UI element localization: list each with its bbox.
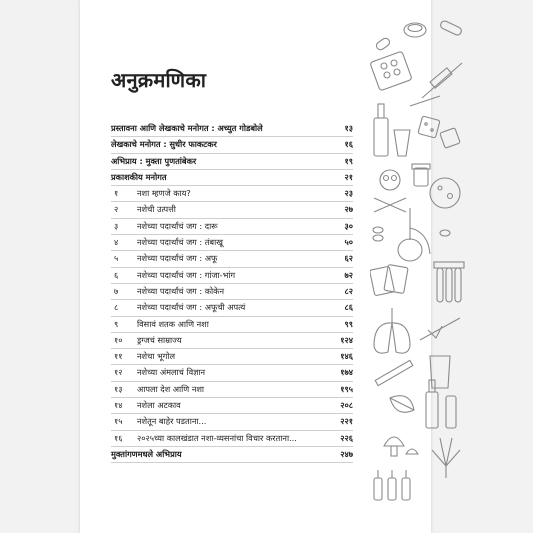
toc-entry-page: ९९	[344, 318, 353, 329]
toc-entry	[111, 202, 353, 218]
toc-entry	[111, 268, 353, 284]
toc-entry	[111, 154, 353, 170]
syringe-icon	[422, 63, 462, 98]
toc-entry-number: ८	[114, 302, 119, 313]
toc-entry-page: ७२	[344, 269, 353, 280]
toc-entry-number: १०	[114, 334, 123, 345]
toc-entry	[111, 284, 353, 300]
toc-entry-number: १	[114, 188, 119, 199]
toc-entry-title: २०२५च्या कालखंडात नशा-व्यसनांचा विचार करताना...	[137, 432, 297, 443]
drug-illustration-strip	[370, 18, 470, 518]
toc-entry-title: प्रकाशकीय मनोगत	[111, 171, 167, 182]
toc-entry	[111, 382, 353, 398]
toc-entry	[111, 121, 353, 137]
toc-entry-title: नशेच्या पदार्थांचं जग : अफू	[137, 253, 218, 264]
toc-entry	[111, 137, 353, 153]
toc-entry-title: मुक्तांगणमधले अभिप्राय	[111, 448, 182, 459]
toc-entry-page: १९५	[340, 383, 353, 394]
wine-bottle-icon	[426, 380, 456, 428]
toc-entry-page: १९	[344, 155, 353, 166]
toc-entry	[111, 300, 353, 316]
toc-entry-title: नशेचा भूगोल	[137, 351, 176, 362]
toc-entry	[111, 333, 353, 349]
toc-entry	[111, 186, 353, 202]
syringe-icon-2	[410, 96, 440, 106]
toc-entry-number: ५	[114, 253, 119, 264]
toc-entry	[111, 447, 353, 463]
toc-entry-number: ६	[114, 269, 119, 280]
toc-entry	[111, 349, 353, 365]
capsule-icon	[439, 20, 462, 37]
toc-entry	[111, 235, 353, 251]
playing-cards-icon	[370, 264, 408, 295]
bottle-icon	[374, 104, 388, 156]
toc-entry	[111, 219, 353, 235]
toc-entry-page: १३	[344, 123, 353, 133]
toc-entry-page: ८२	[344, 285, 353, 296]
toc-entry-page: ५०	[344, 237, 353, 248]
table-of-contents	[111, 121, 353, 463]
toc-entry-number: ४	[114, 237, 119, 248]
book-page	[80, 0, 431, 533]
lungs-icon	[374, 308, 410, 353]
toc-entry-number: ३	[114, 220, 119, 231]
beer-glass-icon	[430, 356, 450, 388]
ampoules-icon	[374, 470, 410, 500]
toc-entry-title: नशेची उत्पत्ती	[137, 204, 176, 215]
toc-entry	[111, 365, 353, 381]
toc-entry-title: नशेच्या अंमलाचं विज्ञान	[137, 367, 206, 378]
toc-entry	[111, 398, 353, 414]
toc-entry	[111, 414, 353, 430]
toc-entry	[111, 431, 353, 447]
toc-entry-page: २२१	[340, 416, 353, 427]
toc-entry-title: नशेच्या पदार्थांचं जग : अफूची अपत्यं	[137, 302, 246, 313]
toc-entry-page: ३०	[344, 220, 353, 231]
toc-entry-page: १४६	[340, 351, 353, 362]
toc-entry-number: ११	[114, 351, 123, 362]
toc-entry-page: २७	[344, 204, 353, 215]
pill-bottle-icon	[412, 164, 430, 186]
mushroom-icon	[384, 437, 418, 456]
toc-entry	[111, 317, 353, 333]
toc-entry-page: २०८	[340, 400, 353, 411]
cigarette-icon	[375, 360, 413, 385]
toc-entry-title: अभिप्राय : मुक्ता पुणतांबेकर	[111, 155, 197, 166]
toc-entry-page: ६२	[344, 253, 353, 264]
toc-entry-number: १६	[114, 432, 123, 443]
toc-entry-title: नशेच्या पदार्थांचं जग : तंबाखू	[137, 237, 223, 248]
toc-entry	[111, 251, 353, 267]
toc-entry-page: २१	[344, 171, 353, 182]
petri-dish-icon	[430, 178, 460, 208]
toc-entry-page: ८६	[344, 302, 353, 313]
leaf-icon	[390, 396, 414, 413]
toc-entry-title: नशेच्या पदार्थांचं जग : गांजा-भांग	[137, 269, 236, 280]
toc-entry-title: नशा म्हणजे काय?	[137, 188, 191, 199]
blister-pack-icon	[370, 51, 412, 91]
toc-entry-page: १७४	[340, 367, 353, 378]
toc-entry-number: १३	[114, 383, 123, 394]
toc-entry-title: प्रस्तावना आणि लेखकाचे मनोगत : अच्युत गोडबोले	[111, 123, 263, 133]
toc-entry-page: २२६	[340, 432, 353, 443]
toc-entry	[111, 170, 353, 186]
toc-entry-number: १२	[114, 367, 123, 378]
toc-entry-number: १५	[114, 416, 123, 427]
toc-entry-title: नशेला अटकाव	[137, 400, 181, 411]
toc-entry-title: लेखकाचे मनोगत : सुधीर फाकटकर	[111, 139, 217, 150]
test-tubes-icon	[434, 262, 464, 302]
toc-entry-number: ७	[114, 285, 119, 296]
pill-disc-icon	[404, 23, 426, 37]
skull-icon	[374, 170, 406, 212]
toc-entry-page: २४७	[340, 448, 353, 459]
toc-entry-page: १२४	[340, 334, 353, 345]
toc-entry-title: आपला देश आणि नशा	[137, 383, 205, 394]
toc-entry-title: नशेच्या पदार्थांचं जग : दारू	[137, 220, 218, 231]
page-title: अनुक्रमणिका	[111, 68, 207, 92]
dice-icon	[418, 116, 460, 148]
toc-entry-title: नशेतून बाहेर पडताना...	[137, 416, 207, 427]
toc-entry-number: २	[114, 204, 119, 215]
toc-entry-title: ड्रग्जचं साम्राज्य	[137, 334, 182, 345]
toc-entry-page: १६	[344, 139, 353, 150]
toc-entry-title: नशेच्या पदार्थांचं जग : कोकेन	[137, 285, 224, 296]
powder-line-icon	[420, 318, 460, 340]
toc-entry-number: १४	[114, 400, 123, 411]
pill-icon	[375, 37, 391, 52]
toc-entry-title: विसावं शतक आणि नशा	[137, 318, 209, 329]
hookah-icon	[398, 208, 430, 261]
glass-icon	[394, 130, 410, 156]
cannabis-leaf-icon	[432, 438, 460, 478]
toc-entry-number: ९	[114, 318, 119, 329]
toc-entry-page: २३	[344, 188, 353, 199]
